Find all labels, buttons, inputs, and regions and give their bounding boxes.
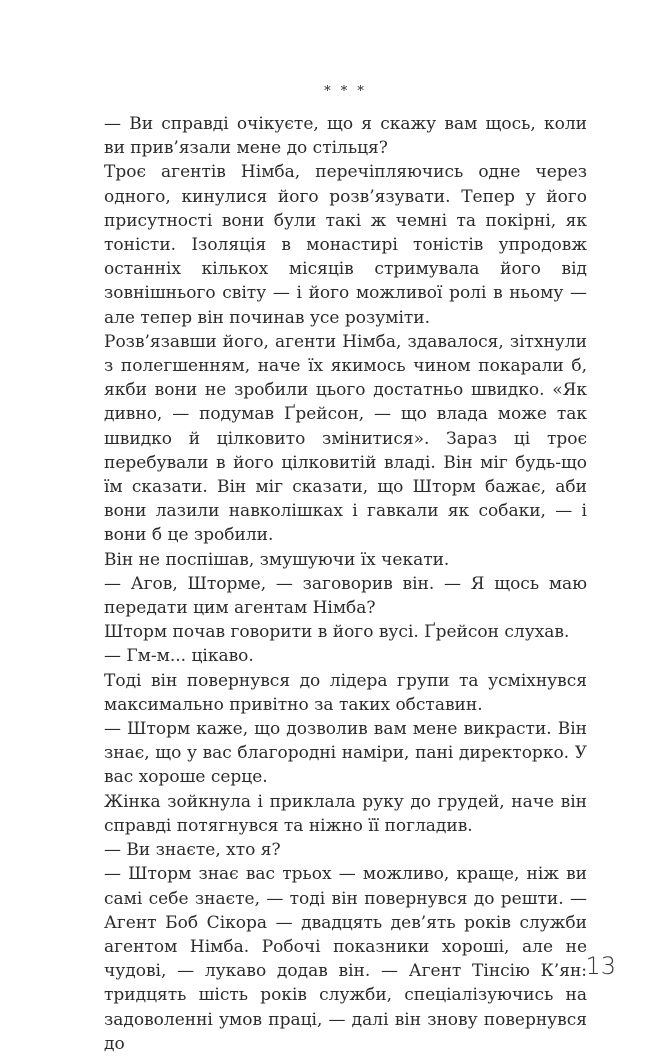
paragraph: — Агов, Шторме, — заговорив він. — Я щось маю передати цим агентам Німба?	[104, 573, 587, 619]
body-text	[104, 112, 587, 1056]
section-separator: * * *	[324, 84, 367, 99]
paragraph: Шторм почав говорити в його вусі. Ґрейсон слухав.	[104, 622, 570, 643]
paragraph: Розв’язавши його, агенти Німба, здавалося, зітхнули з полегшенням, наче їх якимось чином покарали б, якби вони не зробили цього достатньо швидко. «Як дивно, — подумав Ґрейсон, — що влада може так швидко й цілковито змінитися». Зараз ці троє перебували в його цілковитій владі. Він міг будь-що їм сказати. Він міг сказати, що Шторм бажає, аби вони лазили навколішках і гавкали як собаки, — і вони б це зробили.	[104, 331, 587, 546]
page-content	[104, 82, 587, 1056]
paragraph: Він не поспішав, змушуючи їх чекати.	[104, 549, 450, 570]
paragraph: Жінка зойкнула і приклала руку до грудей, наче він справді потягнувся та ніжно її погладив.	[104, 791, 587, 836]
paragraph: Троє агентів Німба, перечіпляючись одне через одного, кинулися його розв’язувати. Тепер у його присутності вони були такі ж чемні та покірні, як тоністи. Ізоляція в монастирі тоністів упродовж останніх кількох місяців стримувала його від зовнішнього світу — і його можливої ролі в ньому — але тепер він починав усе розуміти.	[104, 162, 587, 328]
paragraph: — Гм-м... цікаво.	[104, 646, 254, 667]
paragraph: Тоді він повернувся до лідера групи та усміхнувся максимально привітно за таких обставин.	[104, 670, 587, 715]
paragraph: — Ви знаєте, хто я?	[104, 840, 281, 861]
paragraph: — Шторм знає вас трьох — можливо, краще, ніж ви самі себе знаєте, — тоді він повернувся до решти. — Агент Боб Сікора — двадцять дев’ять років служби агентом Німба. Робочі показники хороші, але не чудові, — лукаво додав він. — Агент Тінсію К’ян: тридцять шість років служби, спеціалізуючись на задоволенні умов праці, — далі він знову повернувся до	[104, 864, 587, 1054]
page-number: 13	[585, 952, 616, 980]
paragraph: — Шторм каже, що дозволив вам мене викрасти. Він знає, що у вас благородні наміри, пані директорко. У вас хороше серце.	[104, 719, 587, 788]
paragraph: — Ви справді очікуєте, що я скажу вам щось, коли ви прив’язали мене до стільця?	[104, 114, 587, 159]
